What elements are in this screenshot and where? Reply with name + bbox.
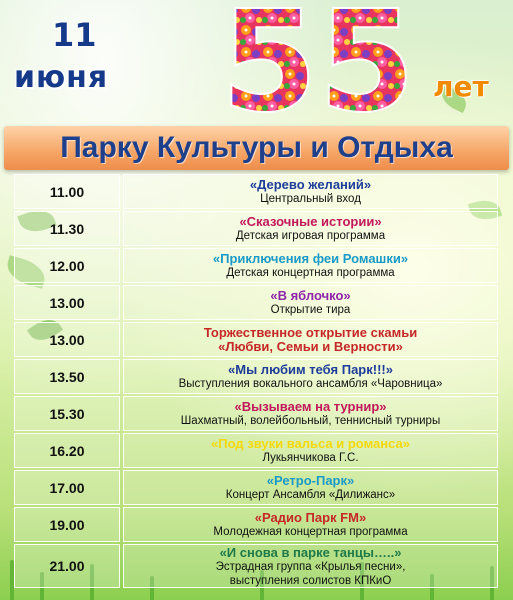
- event-title: «Ретро-Парк»: [266, 473, 355, 488]
- banner-title: Парку Культуры и Отдыха: [60, 131, 453, 164]
- event-subtitle: Молодежная концертная программа: [213, 526, 408, 538]
- schedule-time: 13.00: [14, 322, 120, 357]
- event-title: «Приключения феи Ромашки»: [212, 251, 409, 266]
- schedule-row: [14, 544, 498, 588]
- schedule-table: [14, 174, 498, 590]
- schedule-row: [14, 396, 498, 431]
- schedule-row: [14, 285, 498, 320]
- schedule-event: [123, 174, 498, 209]
- schedule-time: 13.00: [14, 285, 120, 320]
- schedule-time: 11.00: [14, 174, 120, 209]
- schedule-event: [123, 322, 498, 357]
- event-subtitle: Шахматный, волейбольный, теннисный турниры: [180, 415, 441, 427]
- event-subtitle: Детская концертная программа: [226, 267, 395, 279]
- event-subtitle: «Любви, Семьи и Верности»: [218, 339, 403, 354]
- schedule-row: [14, 174, 498, 209]
- event-title: Торжественное открытие скамьи: [203, 325, 418, 340]
- event-subtitle: Детская игровая программа: [235, 230, 386, 242]
- date-month: июня: [14, 60, 109, 95]
- schedule-time: 15.30: [14, 396, 120, 431]
- schedule-event: [123, 544, 498, 588]
- schedule-event: [123, 211, 498, 246]
- schedule-event: [123, 396, 498, 431]
- event-date: [14, 10, 134, 102]
- event-title: «Радио Парк FM»: [254, 510, 367, 525]
- schedule-event: [123, 359, 498, 394]
- schedule-row: [14, 470, 498, 505]
- event-title: «И снова в парке танцы…..»: [219, 544, 402, 560]
- event-title: «Сказочные истории»: [239, 214, 382, 229]
- schedule-row: [14, 322, 498, 357]
- schedule-time: 19.00: [14, 507, 120, 542]
- schedule-event: [123, 470, 498, 505]
- event-subtitle: Лукьянчикова Г.С.: [262, 452, 359, 464]
- anniversary-number: 55: [220, 2, 416, 120]
- schedule-event: [123, 248, 498, 283]
- event-subtitle: Концерт Ансамбля «Дилижанс»: [225, 489, 396, 501]
- title-banner: [4, 126, 509, 170]
- event-subtitle: Центральный вход: [260, 193, 361, 205]
- schedule-row: [14, 359, 498, 394]
- schedule-time: 11.30: [14, 211, 120, 246]
- schedule-time: 21.00: [14, 544, 120, 588]
- schedule-time: 13.50: [14, 359, 120, 394]
- schedule-event: [123, 507, 498, 542]
- date-day: 11: [52, 16, 97, 54]
- event-title: «Под звуки вальса и романса»: [211, 436, 410, 451]
- event-subtitle: Эстрадная группа «Крылья песни»,: [215, 560, 406, 573]
- event-title: «Мы любим тебя Парк!!!»: [228, 362, 393, 377]
- event-title: «В яблочко»: [270, 288, 351, 303]
- event-title: «Дерево желаний»: [249, 177, 372, 192]
- schedule-time: 12.00: [14, 248, 120, 283]
- anniversary-number-flowers: [218, 2, 418, 120]
- event-subtitle: Открытие тира: [270, 304, 351, 316]
- schedule-row: [14, 211, 498, 246]
- schedule-row: [14, 433, 498, 468]
- event-title: «Вызываем на турнир»: [234, 399, 387, 414]
- schedule-row: [14, 248, 498, 283]
- event-subtitle: выступления солистов КПКиО: [229, 574, 392, 587]
- schedule-time: 16.20: [14, 433, 120, 468]
- event-subtitle: Выступления вокального ансамбля «Чаровница»: [178, 378, 443, 390]
- schedule-event: [123, 285, 498, 320]
- anniversary-word: лет: [433, 70, 489, 103]
- schedule-time: 17.00: [14, 470, 120, 505]
- schedule-event: [123, 433, 498, 468]
- schedule-row: [14, 507, 498, 542]
